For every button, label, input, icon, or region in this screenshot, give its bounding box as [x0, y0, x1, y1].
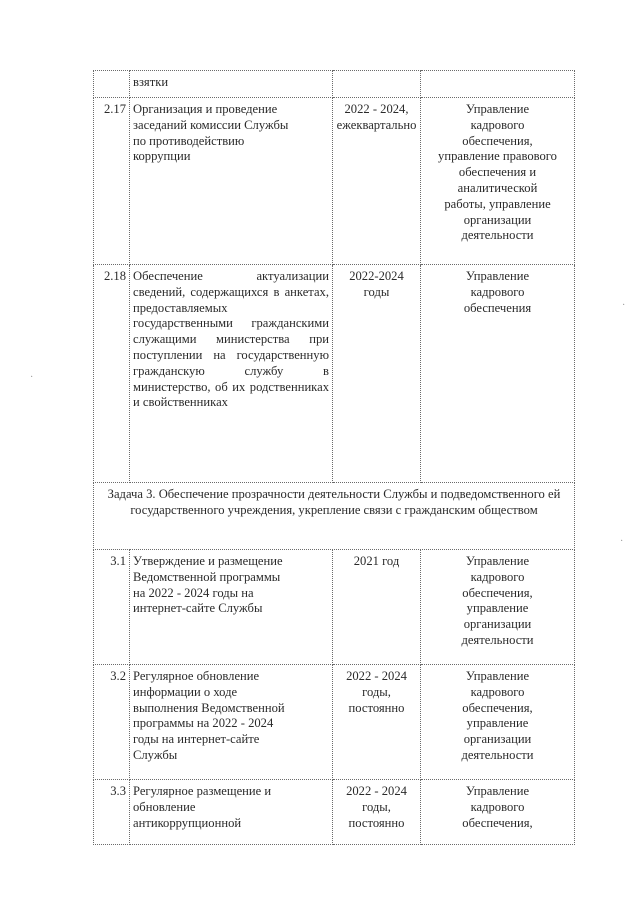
scan-speck: ·	[30, 372, 34, 383]
measure-term: 2021 год	[333, 550, 421, 665]
scan-speck: ·	[620, 536, 624, 547]
measure-responsible: Управление кадрового обеспечения, управление правового обеспечения и аналитической работы, управление организации деятельности	[421, 98, 575, 265]
measure-responsible: Управление кадрового обеспечения,	[421, 780, 575, 845]
measure-term: 2022 - 2024 годы, постоянно	[333, 780, 421, 845]
measures-table	[93, 70, 575, 845]
table-row	[94, 550, 575, 665]
measure-term: 2022 - 2024 годы, постоянно	[333, 665, 421, 780]
row-number: 2.18	[94, 265, 130, 483]
task-row	[94, 483, 575, 550]
table-row	[94, 665, 575, 780]
table-row	[94, 780, 575, 845]
table-row	[94, 98, 575, 265]
measure-description: Организация и проведение заседаний комиссии Службы по противодействию коррупции	[130, 98, 333, 265]
measure-term	[333, 71, 421, 98]
row-number: 3.3	[94, 780, 130, 845]
table-row	[94, 265, 575, 483]
row-number: 2.17	[94, 98, 130, 265]
measure-responsible: Управление кадрового обеспечения, управление организации деятельности	[421, 550, 575, 665]
measure-responsible	[421, 71, 575, 98]
measure-description: Утверждение и размещение Ведомственной программы на 2022 - 2024 годы на интернет-сайте Службы	[130, 550, 333, 665]
row-number: 3.2	[94, 665, 130, 780]
row-number: 3.1	[94, 550, 130, 665]
row-number	[94, 71, 130, 98]
measure-term: 2022-2024 годы	[333, 265, 421, 483]
table-row	[94, 71, 575, 98]
measure-description: Обеспечение актуализации сведений, содержащихся в анкетах, предоставляемых государственными гражданскими служащими министерства при поступлении на государственную гражданскую службу в министерство, об их родственниках и свойственниках	[130, 265, 333, 483]
measure-responsible: Управление кадрового обеспечения, управление организации деятельности	[421, 665, 575, 780]
measure-responsible: Управление кадрового обеспечения	[421, 265, 575, 483]
task-heading: Задача 3. Обеспечение прозрачности деятельности Службы и подведомственного ей государственного учреждения, укрепление связи с гражданским обществом	[94, 483, 575, 550]
scan-speck: ·	[622, 300, 626, 311]
measure-description: Регулярное размещение и обновление антикоррупционной	[130, 780, 333, 845]
measure-description: Регулярное обновление информации о ходе выполнения Ведомственной программы на 2022 - 2024 годы на интернет-сайте Службы	[130, 665, 333, 780]
measure-term: 2022 - 2024, ежеквартально	[333, 98, 421, 265]
measure-description: взятки	[130, 71, 333, 98]
